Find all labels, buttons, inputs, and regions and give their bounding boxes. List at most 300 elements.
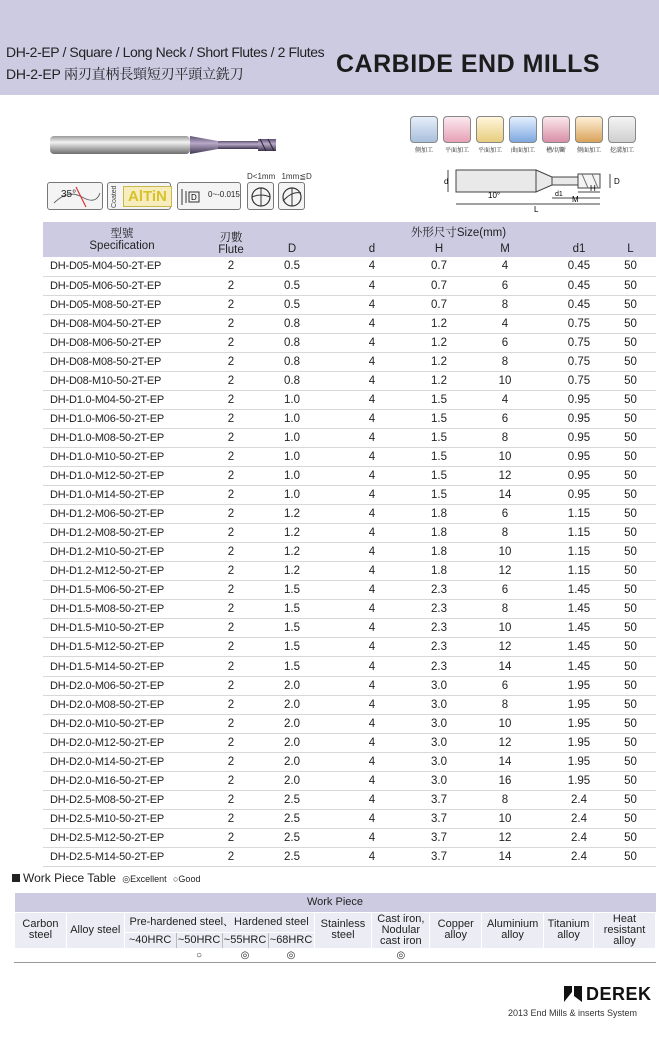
value-cell: 2.3 [421, 638, 457, 657]
value-cell: 4 [457, 390, 553, 409]
value-cell: 1.5 [261, 600, 323, 619]
value-cell: 4 [323, 600, 421, 619]
workpiece-title: Work Piece [15, 893, 656, 912]
spec-cell: DH-D1.2-M06-50-2T-EP [43, 505, 201, 524]
value-cell: 6 [457, 333, 553, 352]
value-cell: 10 [457, 619, 553, 638]
table-row [43, 790, 656, 809]
value-cell: 8 [457, 790, 553, 809]
value-cell: 1.2 [261, 562, 323, 581]
value-cell: 0.95 [553, 390, 605, 409]
value-cell: 50 [605, 257, 656, 276]
helix-angle-value: 35° [61, 189, 77, 200]
value-cell: 4 [323, 676, 421, 695]
value-cell: 6 [457, 676, 553, 695]
value-cell: 1.5 [261, 619, 323, 638]
table-row [43, 828, 656, 847]
application-icons [408, 116, 640, 158]
value-cell: 1.8 [421, 505, 457, 524]
value-cell: 1.8 [421, 524, 457, 543]
wp-alloy-steel: Alloy steel [66, 912, 124, 948]
size-group-header: 外形尺寸Size(mm) [261, 222, 656, 240]
col-header-H: H [421, 240, 457, 257]
app-grooving: 挖溝加工 [606, 116, 638, 158]
side-face-icon [575, 116, 603, 143]
brand-logo: DEREK [564, 984, 652, 1005]
value-cell: 1.95 [553, 695, 605, 714]
value-cell: 50 [605, 543, 656, 562]
specification-table [43, 222, 656, 867]
value-cell: 2 [201, 562, 261, 581]
value-cell: 50 [605, 657, 656, 676]
table-row [43, 409, 656, 428]
value-cell: 50 [605, 467, 656, 486]
value-cell: 1.0 [261, 467, 323, 486]
value-cell: 6 [457, 505, 553, 524]
value-cell: 1.2 [261, 524, 323, 543]
value-cell: 1.45 [553, 581, 605, 600]
value-cell: 14 [457, 752, 553, 771]
value-cell: 6 [457, 276, 553, 295]
value-cell: 1.5 [421, 486, 457, 505]
value-cell: 0.5 [261, 295, 323, 314]
value-cell: 3.0 [421, 733, 457, 752]
value-cell: 4 [323, 447, 421, 466]
table-row [43, 657, 656, 676]
value-cell: 1.5 [421, 428, 457, 447]
table-row [43, 486, 656, 505]
wp-hrc-55: ~55HRC [222, 932, 268, 948]
table-row [43, 428, 656, 447]
table-row [43, 371, 656, 390]
value-cell: 2 [201, 314, 261, 333]
value-cell: 2 [201, 467, 261, 486]
value-cell: 4 [323, 752, 421, 771]
mark-hrc-40 [124, 948, 176, 962]
table-row [43, 505, 656, 524]
table-row [43, 562, 656, 581]
spec-cell: DH-D05-M08-50-2T-EP [43, 295, 201, 314]
mark-carbon [15, 948, 67, 962]
value-cell: 2 [201, 447, 261, 466]
value-cell: 2 [201, 828, 261, 847]
dim-d-label: d [444, 177, 449, 186]
table-row [43, 847, 656, 866]
value-cell: 50 [605, 619, 656, 638]
value-cell: 4 [323, 543, 421, 562]
spec-cell: DH-D1.5-M14-50-2T-EP [43, 657, 201, 676]
value-cell: 14 [457, 486, 553, 505]
table-row [43, 676, 656, 695]
value-cell: 4 [457, 257, 553, 276]
value-cell: 1.5 [261, 581, 323, 600]
value-cell: 10 [457, 543, 553, 562]
mark-hrc-55: ◎ [222, 948, 268, 962]
table-row [43, 638, 656, 657]
value-cell: 2.0 [261, 695, 323, 714]
value-cell: 8 [457, 695, 553, 714]
tolerance-value: 0~-0.015 [208, 190, 240, 199]
tolerance-badge [177, 182, 241, 210]
value-cell: 3.0 [421, 771, 457, 790]
value-cell: 0.75 [553, 314, 605, 333]
value-cell: 0.45 [553, 276, 605, 295]
value-cell: 16 [457, 771, 553, 790]
value-cell: 4 [323, 771, 421, 790]
value-cell: 50 [605, 524, 656, 543]
value-cell: 8 [457, 295, 553, 314]
app-plane-milling: 平面加工 [474, 116, 506, 158]
app-side-face: 側面加工 [573, 116, 605, 158]
value-cell: 2.4 [553, 847, 605, 866]
derek-logo-icon [564, 986, 582, 1002]
value-cell: 3.7 [421, 809, 457, 828]
table-row [43, 695, 656, 714]
workpiece-heading: Work Piece Table ◎Excellent ○Good [12, 871, 200, 885]
value-cell: 0.95 [553, 467, 605, 486]
wp-copper: Copper alloy [430, 912, 482, 948]
value-cell: 1.5 [421, 447, 457, 466]
value-cell: 2 [201, 390, 261, 409]
dimension-drawing [444, 164, 636, 214]
value-cell: 2.5 [261, 809, 323, 828]
value-cell: 3.7 [421, 847, 457, 866]
table-row [43, 619, 656, 638]
value-cell: 2.3 [421, 600, 457, 619]
value-cell: 50 [605, 333, 656, 352]
value-cell: 2 [201, 352, 261, 371]
product-code-en: DH-2-EP / Square / Long Neck / Short Flutes / 2 Flutes [6, 44, 325, 60]
wp-stainless: Stainless steel [314, 912, 372, 948]
table-row [43, 467, 656, 486]
value-cell: 1.2 [421, 371, 457, 390]
spec-cell: DH-D1.2-M10-50-2T-EP [43, 543, 201, 562]
spec-cell: DH-D2.0-M08-50-2T-EP [43, 695, 201, 714]
value-cell: 1.15 [553, 524, 605, 543]
flute-header: 刃數 Flute [201, 222, 261, 257]
mark-titanium [544, 948, 594, 962]
grooving-icon [608, 116, 636, 143]
value-cell: 4 [323, 638, 421, 657]
value-cell: 50 [605, 847, 656, 866]
value-cell: 4 [323, 809, 421, 828]
value-cell: 4 [323, 409, 421, 428]
value-cell: 2 [201, 543, 261, 562]
value-cell: 12 [457, 562, 553, 581]
spec-cell: DH-D1.5-M12-50-2T-EP [43, 638, 201, 657]
value-cell: 1.2 [261, 543, 323, 562]
value-cell: 3.7 [421, 828, 457, 847]
dim-angle-label: 10° [488, 191, 501, 200]
value-cell: 2.5 [261, 790, 323, 809]
value-cell: 2.4 [553, 809, 605, 828]
value-cell: 6 [457, 409, 553, 428]
value-cell: 2 [201, 581, 261, 600]
value-cell: 50 [605, 600, 656, 619]
coating-badge [107, 182, 171, 210]
spec-header: 型號 Specification [43, 222, 201, 257]
value-cell: 50 [605, 447, 656, 466]
value-cell: 50 [605, 276, 656, 295]
workpiece-table [14, 893, 656, 963]
wp-aluminium: Aluminium alloy [482, 912, 544, 948]
value-cell: 3.7 [421, 790, 457, 809]
value-cell: 2 [201, 790, 261, 809]
spec-cell: DH-D2.5-M10-50-2T-EP [43, 809, 201, 828]
spec-cell: DH-D1.2-M08-50-2T-EP [43, 524, 201, 543]
value-cell: 2.4 [553, 828, 605, 847]
helix-angle-badge [47, 182, 103, 210]
value-cell: 2.0 [261, 771, 323, 790]
value-cell: 2 [201, 371, 261, 390]
value-cell: 1.8 [421, 562, 457, 581]
legend-excellent: ◎Excellent [122, 874, 167, 884]
dim-h-label: H [590, 184, 596, 193]
value-cell: 2.3 [421, 619, 457, 638]
app-side-milling: 側加工 [408, 116, 440, 158]
svg-text:D: D [191, 193, 197, 202]
value-cell: 50 [605, 828, 656, 847]
value-cell: 1.95 [553, 733, 605, 752]
value-cell: 50 [605, 733, 656, 752]
value-cell: 12 [457, 733, 553, 752]
spec-cell: DH-D05-M04-50-2T-EP [43, 257, 201, 276]
value-cell: 0.95 [553, 409, 605, 428]
value-cell: 0.75 [553, 352, 605, 371]
value-cell: 0.45 [553, 257, 605, 276]
value-cell: 4 [323, 733, 421, 752]
dim-d1-label: d1 [555, 191, 563, 198]
value-cell: 4 [323, 371, 421, 390]
value-cell: 50 [605, 695, 656, 714]
value-cell: 50 [605, 352, 656, 371]
dim-l-label: L [534, 205, 539, 214]
value-cell: 0.8 [261, 371, 323, 390]
value-cell: 50 [605, 371, 656, 390]
value-cell: 1.2 [421, 314, 457, 333]
value-cell: 4 [323, 581, 421, 600]
value-cell: 4 [323, 390, 421, 409]
mark-copper [430, 948, 482, 962]
value-cell: 4 [323, 467, 421, 486]
coated-label: Coated [111, 185, 118, 209]
value-cell: 0.95 [553, 486, 605, 505]
value-cell: 1.8 [421, 543, 457, 562]
dim-m-label: M [572, 195, 579, 204]
spec-cell: DH-D2.0-M06-50-2T-EP [43, 676, 201, 695]
value-cell: 2 [201, 733, 261, 752]
value-cell: 0.5 [261, 276, 323, 295]
value-cell: 10 [457, 809, 553, 828]
table-row [43, 352, 656, 371]
value-cell: 4 [323, 695, 421, 714]
value-cell: 4 [323, 486, 421, 505]
value-cell: 2.4 [553, 790, 605, 809]
bullet-square-icon [12, 874, 20, 882]
value-cell: 0.45 [553, 295, 605, 314]
value-cell: 2 [201, 505, 261, 524]
value-cell: 2 [201, 409, 261, 428]
value-cell: 0.75 [553, 333, 605, 352]
end-mill-image [48, 128, 280, 164]
app-slotting: 槽/切斷 [540, 116, 572, 158]
value-cell: 10 [457, 714, 553, 733]
workpiece-marks-row [15, 948, 656, 962]
wp-heat-resistant: Heat resistant alloy [594, 912, 656, 948]
value-cell: 3.0 [421, 695, 457, 714]
col-header-L: L [605, 240, 656, 257]
value-cell: 0.5 [261, 257, 323, 276]
value-cell: 1.2 [261, 505, 323, 524]
value-cell: 1.5 [261, 638, 323, 657]
value-cell: 2.3 [421, 657, 457, 676]
value-cell: 4 [323, 257, 421, 276]
spec-cell: DH-D2.5-M12-50-2T-EP [43, 828, 201, 847]
table-row [43, 752, 656, 771]
dim-D-label: D [614, 177, 620, 186]
wp-hardened: Pre-hardened steel、Hardened steel [124, 912, 314, 932]
spec-cell: DH-D2.0-M10-50-2T-EP [43, 714, 201, 733]
spec-cell: DH-D08-M10-50-2T-EP [43, 371, 201, 390]
mark-cast-iron: ◎ [372, 948, 430, 962]
value-cell: 14 [457, 847, 553, 866]
value-cell: 8 [457, 524, 553, 543]
value-cell: 50 [605, 714, 656, 733]
value-cell: 12 [457, 467, 553, 486]
value-cell: 4 [457, 314, 553, 333]
value-cell: 1.45 [553, 638, 605, 657]
value-cell: 4 [323, 505, 421, 524]
table-row [43, 733, 656, 752]
spec-cell: DH-D1.0-M12-50-2T-EP [43, 467, 201, 486]
value-cell: 1.0 [261, 447, 323, 466]
value-cell: 1.45 [553, 600, 605, 619]
value-cell: 2 [201, 695, 261, 714]
value-cell: 12 [457, 638, 553, 657]
value-cell: 0.75 [553, 371, 605, 390]
value-cell: 1.0 [261, 428, 323, 447]
table-row [43, 276, 656, 295]
spec-cell: DH-D2.5-M08-50-2T-EP [43, 790, 201, 809]
value-cell: 50 [605, 505, 656, 524]
value-cell: 50 [605, 638, 656, 657]
value-cell: 2 [201, 809, 261, 828]
diameter-notes: D<1mm 1mm≦D [247, 172, 312, 181]
table-row [43, 543, 656, 562]
value-cell: 0.7 [421, 295, 457, 314]
table-row [43, 809, 656, 828]
col-header-d1: d1 [553, 240, 605, 257]
table-row [43, 314, 656, 333]
value-cell: 4 [323, 276, 421, 295]
value-cell: 1.15 [553, 562, 605, 581]
table-row [43, 390, 656, 409]
value-cell: 6 [457, 581, 553, 600]
product-code-zh: DH-2-EP 兩刃直柄長頸短刃平頭立銑刀 [6, 66, 244, 82]
value-cell: 2 [201, 428, 261, 447]
value-cell: 50 [605, 428, 656, 447]
value-cell: 4 [323, 314, 421, 333]
slotting-icon [542, 116, 570, 143]
table-row [43, 524, 656, 543]
value-cell: 1.45 [553, 657, 605, 676]
table-row [43, 771, 656, 790]
value-cell: 4 [323, 657, 421, 676]
wp-hrc-40: ~40HRC [124, 932, 176, 948]
value-cell: 2 [201, 295, 261, 314]
value-cell: 2 [201, 524, 261, 543]
spec-cell: DH-D08-M04-50-2T-EP [43, 314, 201, 333]
value-cell: 2 [201, 333, 261, 352]
value-cell: 0.8 [261, 333, 323, 352]
wp-hrc-50: ~50HRC [176, 932, 222, 948]
curved-milling-icon [509, 116, 537, 143]
value-cell: 1.5 [421, 390, 457, 409]
value-cell: 2 [201, 638, 261, 657]
value-cell: 2 [201, 276, 261, 295]
catalog-caption: 2013 End Mills & inserts System [508, 1008, 638, 1018]
flute-center-cut-icon-2 [278, 182, 305, 210]
value-cell: 0.8 [261, 352, 323, 371]
value-cell: 1.5 [421, 409, 457, 428]
value-cell: 2.0 [261, 714, 323, 733]
wp-carbon-steel: Carbon steel [15, 912, 67, 948]
value-cell: 8 [457, 600, 553, 619]
value-cell: 1.5 [421, 467, 457, 486]
table-row [43, 447, 656, 466]
value-cell: 1.0 [261, 390, 323, 409]
wp-cast-iron: Cast iron, Nodular cast iron [372, 912, 430, 948]
value-cell: 50 [605, 809, 656, 828]
value-cell: 50 [605, 562, 656, 581]
value-cell: 4 [323, 828, 421, 847]
specification-rows [43, 257, 656, 867]
legend-good: ○Good [173, 874, 201, 884]
value-cell: 50 [605, 752, 656, 771]
col-header-d: d [323, 240, 421, 257]
value-cell: 1.95 [553, 752, 605, 771]
value-cell: 2 [201, 714, 261, 733]
value-cell: 50 [605, 771, 656, 790]
mark-alloy [66, 948, 124, 962]
value-cell: 0.7 [421, 276, 457, 295]
value-cell: 10 [457, 371, 553, 390]
value-cell: 3.0 [421, 752, 457, 771]
mark-hrc-50: ○ [176, 948, 222, 962]
spec-cell: DH-D2.0-M14-50-2T-EP [43, 752, 201, 771]
value-cell: 2 [201, 657, 261, 676]
spec-cell: DH-D08-M08-50-2T-EP [43, 352, 201, 371]
value-cell: 4 [323, 524, 421, 543]
wp-titanium: Titanium alloy [544, 912, 594, 948]
value-cell: 50 [605, 295, 656, 314]
spec-cell: DH-D2.0-M12-50-2T-EP [43, 733, 201, 752]
value-cell: 1.95 [553, 676, 605, 695]
spec-cell: DH-D1.5-M10-50-2T-EP [43, 619, 201, 638]
table-row [43, 333, 656, 352]
value-cell: 4 [323, 790, 421, 809]
face-milling-icon [443, 116, 471, 143]
value-cell: 2.0 [261, 676, 323, 695]
value-cell: 3.0 [421, 714, 457, 733]
table-row [43, 600, 656, 619]
value-cell: 4 [323, 562, 421, 581]
value-cell: 2 [201, 619, 261, 638]
value-cell: 1.2 [421, 333, 457, 352]
table-row [43, 257, 656, 276]
value-cell: 8 [457, 428, 553, 447]
value-cell: 4 [323, 333, 421, 352]
